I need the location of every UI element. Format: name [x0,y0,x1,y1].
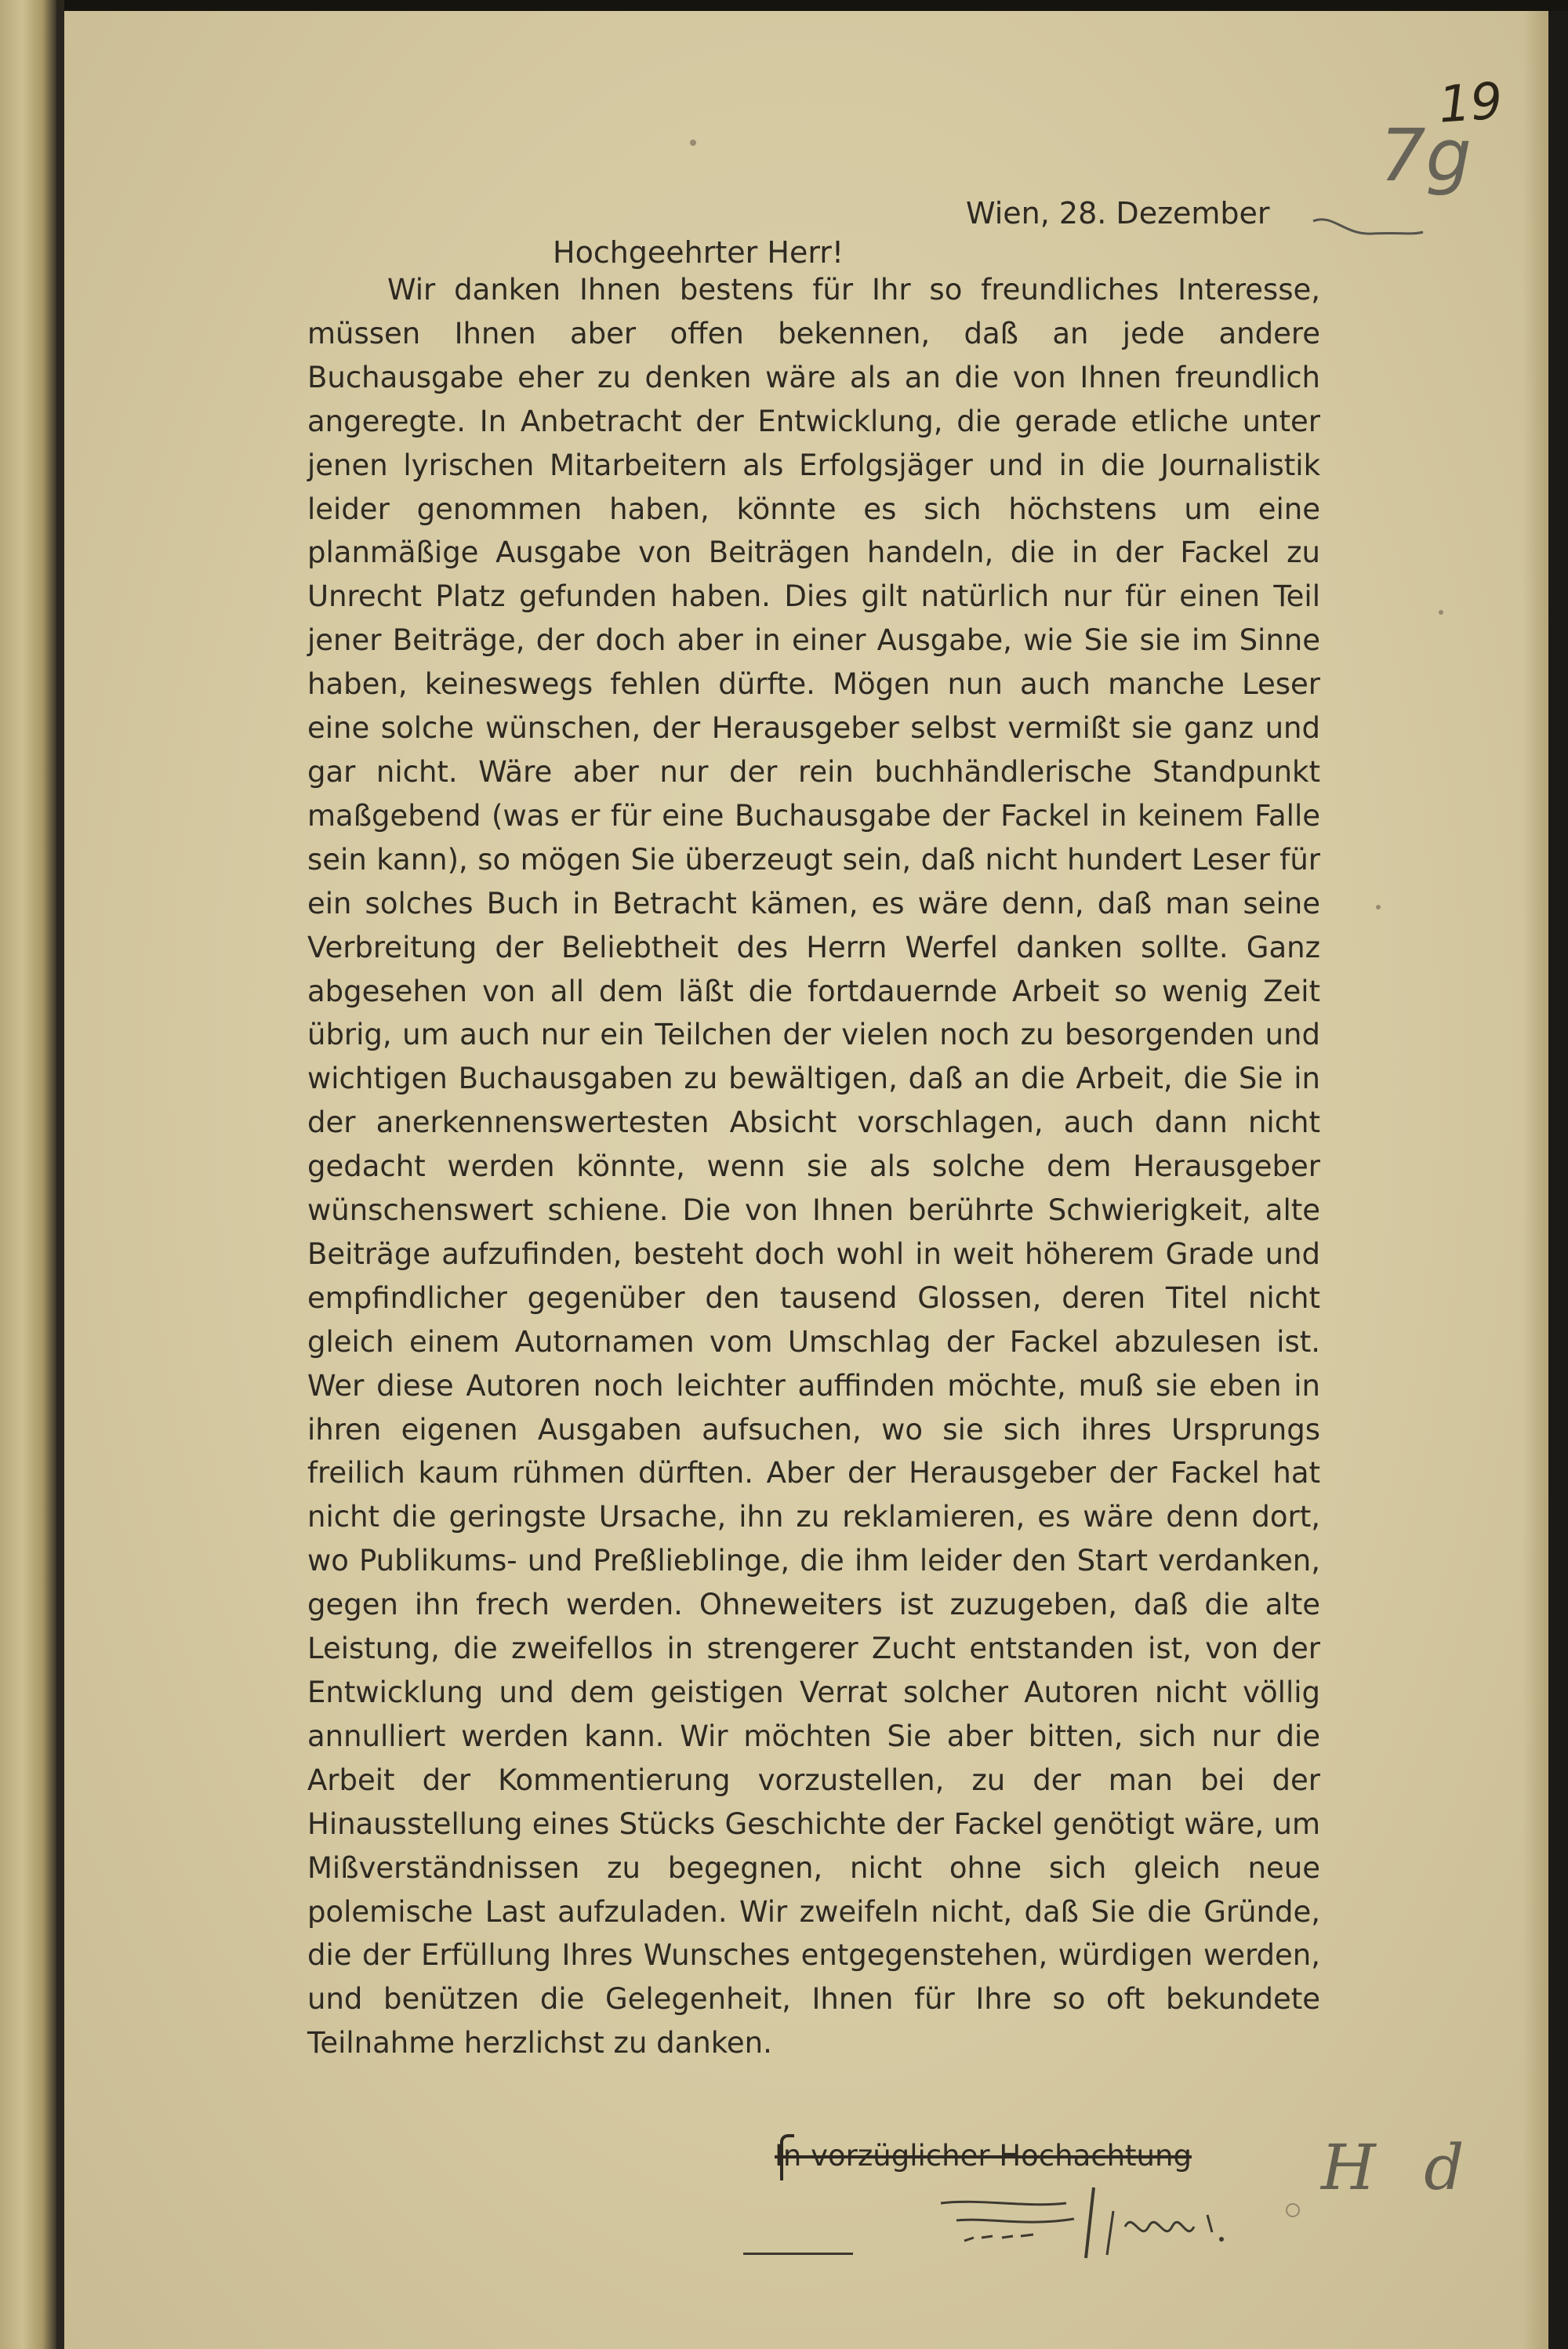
binding-strip [0,0,56,2349]
letter-body: Wir danken Ihnen bestens für Ihr so freundliches Interesse, müssen Ihnen aber offen bekennen, daß an jede andere Buchausgabe eher zu denken wäre als an die von Ihnen freundlich angeregte. In Anbetracht der Entwicklung, die gerade etliche unter jenen lyrischen Mitarbeitern als Erfolgsjäger und in die Journalistik leider genommen haben, könnte es sich höchstens um eine planmäßige Ausgabe von Beiträgen handeln, die in der Fackel zu Unrecht Platz gefunden haben. Dies gilt natürlich nur für einen Teil jener Beiträge, der doch aber in einer Ausgabe, wie Sie sie im Sinne haben, keineswegs fehlen dürfte. Mögen nun auch manche Leser eine solche wünschen, der Herausgeber selbst vermißt sie ganz und gar nicht. Wäre aber nur der rein buchhändlerische Standpunkt maßgebend (was er für eine Buchausgabe der Fackel in keinem Falle sein kann), so mögen Sie überzeugt sein, daß nicht hundert Leser für ein solches Buch in Betracht kämen, es wäre denn, daß man seine Verbreitung der Beliebtheit des Herrn Werfel danken sollte. Ganz abgesehen von all dem läßt die fortdauernde Arbeit so wenig Zeit übrig, um auch nur ein Teilchen der vielen noch zu besorgenden und wichtigen Buchausgaben zu bewältigen, daß an die Arbeit, die Sie in der anerkennenswertesten Absicht vorschlagen, auch dann nicht gedacht werden könnte, wenn sie als solche dem Herausgeber wünschenswert schiene. Die von Ihnen berührte Schwierigkeit, alte Beiträge aufzufinden, besteht doch wohl in weit höherem Grade und empfindlicher gegenüber den tausend Glossen, deren Titel nicht gleich einem Autornamen vom Umschlag der Fackel abzulesen ist. Wer diese Autoren noch leichter auffinden möchte, muß sie eben in ihren eigenen Ausgaben aufsuchen, wo sie sich ihres Ursprungs freilich kaum rühmen dürften. Aber der Herausgeber der Fackel hat nicht die geringste Ursache, ihn zu reklamieren, es wäre denn dort, wo Publikums- und Preßlieblinge, die ihm leider den Start verdanken, gegen ihn frech werden. Ohneweiters ist zuzugeben, daß die alte Leistung, die zweifellos in strengerer Zucht entstanden ist, von der Entwicklung und dem geistigen Verrat solcher Autoren nicht völlig annulliert werden kann. Wir möchten Sie aber bitten, sich nur die Arbeit der Kommentierung vorzustellen, zu der man bei der Hinausstellung eines Stücks Geschichte der Fackel genötigt wäre, um Mißverständnissen zu begegnen, nicht ohne sich gleich neue polemische Last aufzuladen. Wir zweifeln nicht, daß Sie die Gründe, die der Erfüllung Ihres Wunsches entgegenstehen, würdigen werden, und benützen die Gelegenheit, Ihnen für Ihre so oft bekundete Teilnahme herzlichst zu danken. [307,273,1320,2060]
paper-speck [690,140,696,146]
handwritten-signature-scribble [933,2180,1262,2266]
binding-edge [56,0,64,2349]
pencil-underline [743,2253,853,2255]
paper-speck [1439,610,1443,615]
scan-top-border [0,0,1568,11]
folio-pencil-mark: 7g [1380,114,1472,198]
paper-speck [1376,905,1381,909]
salutation: Hochgeehrter Herr! [553,235,844,270]
handwritten-bracket [780,2134,794,2180]
folio-number: 19 [1436,72,1504,135]
handwritten-initials: H d [1321,2131,1479,2204]
paper-speck [1286,2203,1300,2217]
dateline: Wien, 28. Dezember [966,196,1270,231]
sheet-edge-shadow [1523,11,1546,2349]
pencil-dash-mark [1309,212,1427,243]
struck-closing-formula: In vorzüglicher Hochachtung [775,2139,1192,2173]
